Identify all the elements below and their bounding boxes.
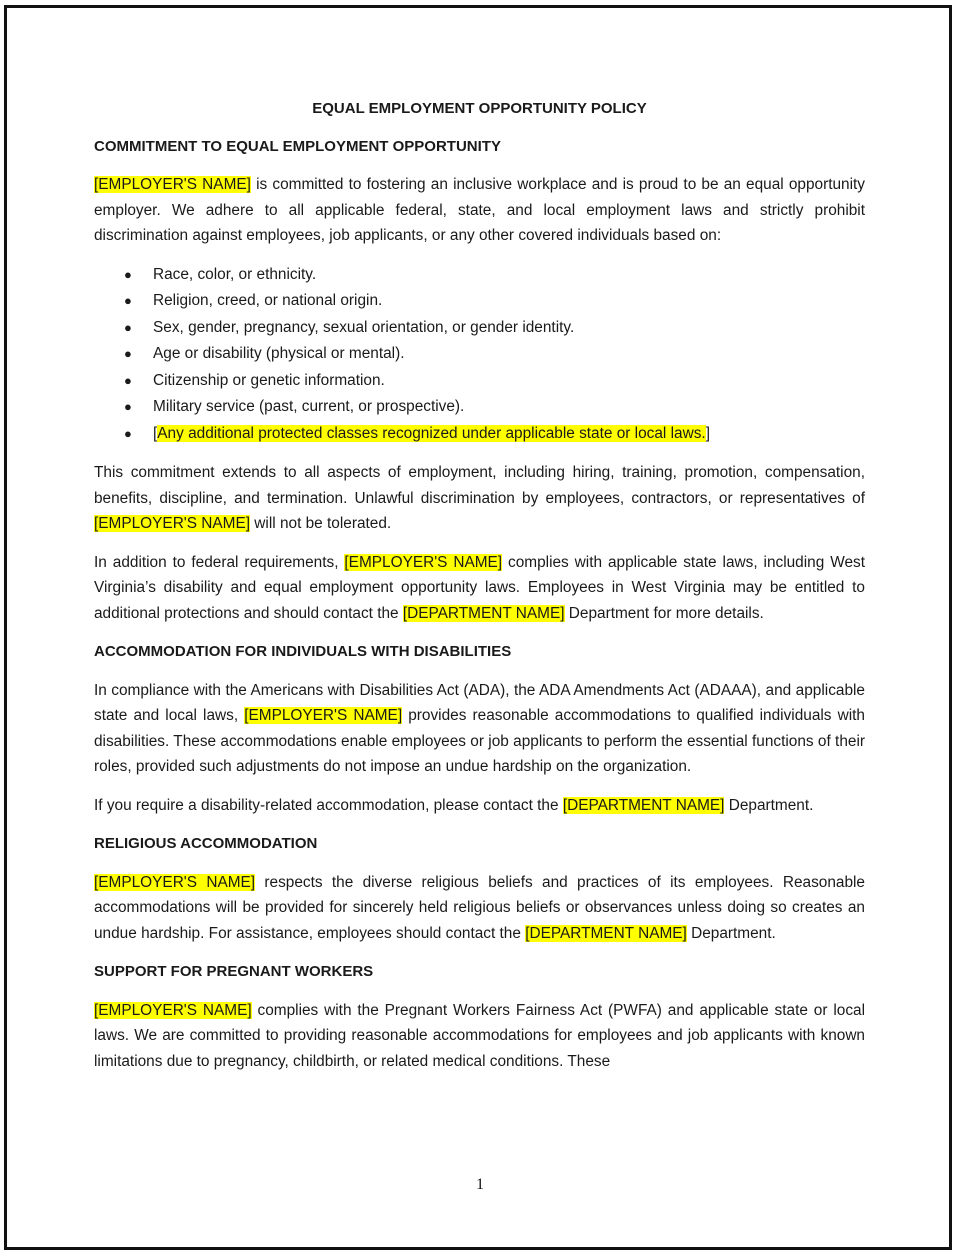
heading-pregnant-workers: SUPPORT FOR PREGNANT WORKERS	[94, 963, 374, 980]
paragraph-ada: In compliance with the Americans with Disabilities Act (ADA), the ADA Amendments Act (ADAAA), and applicable state and local laws, [EMPLOYER'S NAME] provides reasonable accommodations to qualified individuals with disabilities. These accommodations enable employees or job applicants to perform the essential functions of their roles, provided such adjustments do not impose an undue hardship on the organization.	[94, 681, 865, 775]
protected-classes-list	[94, 262, 865, 448]
bullet-icon: ●	[124, 399, 132, 414]
heading-religious-accommodation: RELIGIOUS ACCOMMODATION	[94, 835, 318, 852]
placeholder-employer-name: [EMPLOYER'S NAME]	[244, 707, 403, 724]
list-item: ● Age or disability (physical or mental).	[94, 341, 865, 368]
bullet-icon: ●	[124, 372, 132, 388]
document-title: EQUAL EMPLOYMENT OPPORTUNITY POLICY	[312, 100, 647, 117]
heading-commitment: COMMITMENT TO EQUAL EMPLOYMENT OPPORTUNITY	[94, 137, 501, 155]
paragraph-religious: [EMPLOYER'S NAME] respects the diverse religious beliefs and practices of its employees. Reasonable accommodations will be provided for sincerely held religious beliefs or observances unless doing so creates an undue hardship. For assistance, employees should contact the [DEPARTMENT NAME] Department.	[94, 873, 865, 942]
placeholder-employer-name: [EMPLOYER'S NAME]	[94, 176, 251, 193]
bullet-icon: ●	[124, 425, 132, 441]
list-item: ● [Any additional protected classes recognized under applicable state or local laws.]	[94, 421, 865, 448]
bullet-icon: ●	[124, 319, 132, 335]
page-number: 1	[476, 1176, 484, 1193]
heading-disability-accommodation: ACCOMMODATION FOR INDIVIDUALS WITH DISABILITIES	[94, 643, 512, 660]
list-item: ● Sex, gender, pregnancy, sexual orientation, or gender identity.	[94, 315, 865, 342]
paragraph-commitment-scope: This commitment extends to all aspects of employment, including hiring, training, promotion, compensation, benefits, discipline, and termination. Unlawful discrimination by employees, contractors, or representatives of [EMPLOYER'S NAME] will not be tolerated.	[94, 464, 865, 532]
paragraph-state-laws: In addition to federal requirements, [EMPLOYER'S NAME] complies with applicable state laws, including West Virginia’s disability and equal employment opportunity laws. Employees in West Virginia may be entitled to additional protections and should contact the [DEPARTMENT NAME] Department for more details.	[94, 553, 865, 622]
bullet-icon: ●	[124, 346, 132, 361]
list-item: ● Citizenship or genetic information.	[94, 368, 865, 395]
paragraph-accommodation-contact: If you require a disability-related accommodation, please contact the [DEPARTMENT NAME] Department.	[94, 796, 814, 814]
paragraph-pwfa: [EMPLOYER'S NAME] complies with the Pregnant Workers Fairness Act (PWFA) and applicable state or local laws. We are committed to providing reasonable accommodations for employees and job applicants with known limitations due to pregnancy, childbirth, or related medical conditions. These	[94, 1001, 865, 1070]
placeholder-employer-name: [EMPLOYER'S NAME]	[94, 1001, 252, 1019]
placeholder-department-name: [DEPARTMENT NAME]	[525, 924, 687, 942]
bullet-icon: ●	[124, 293, 132, 308]
list-item: ● Military service (past, current, or prospective).	[94, 394, 865, 421]
placeholder-employer-name: [EMPLOYER'S NAME]	[344, 553, 503, 571]
list-item: ● Race, color, or ethnicity.	[94, 262, 865, 289]
placeholder-department-name: [DEPARTMENT NAME]	[402, 604, 565, 622]
list-item: ● Religion, creed, or national origin.	[94, 288, 865, 315]
placeholder-additional-classes: Any additional protected classes recognized under applicable state or local laws.	[157, 424, 706, 442]
placeholder-department-name: [DEPARTMENT NAME]	[562, 796, 725, 814]
placeholder-employer-name: [EMPLOYER'S NAME]	[94, 873, 256, 891]
bullet-icon: ●	[124, 266, 132, 282]
placeholder-employer-name: [EMPLOYER'S NAME]	[94, 515, 251, 532]
paragraph-commitment-intro: [EMPLOYER'S NAME] is committed to fostering an inclusive workplace and is proud to be an equal opportunity employer. We adhere to all applicable federal, state, and local employment laws and strictly prohibit discrimination against employees, job applicants, or any other covered individuals based on:	[94, 176, 866, 244]
document-page	[94, 96, 865, 1087]
